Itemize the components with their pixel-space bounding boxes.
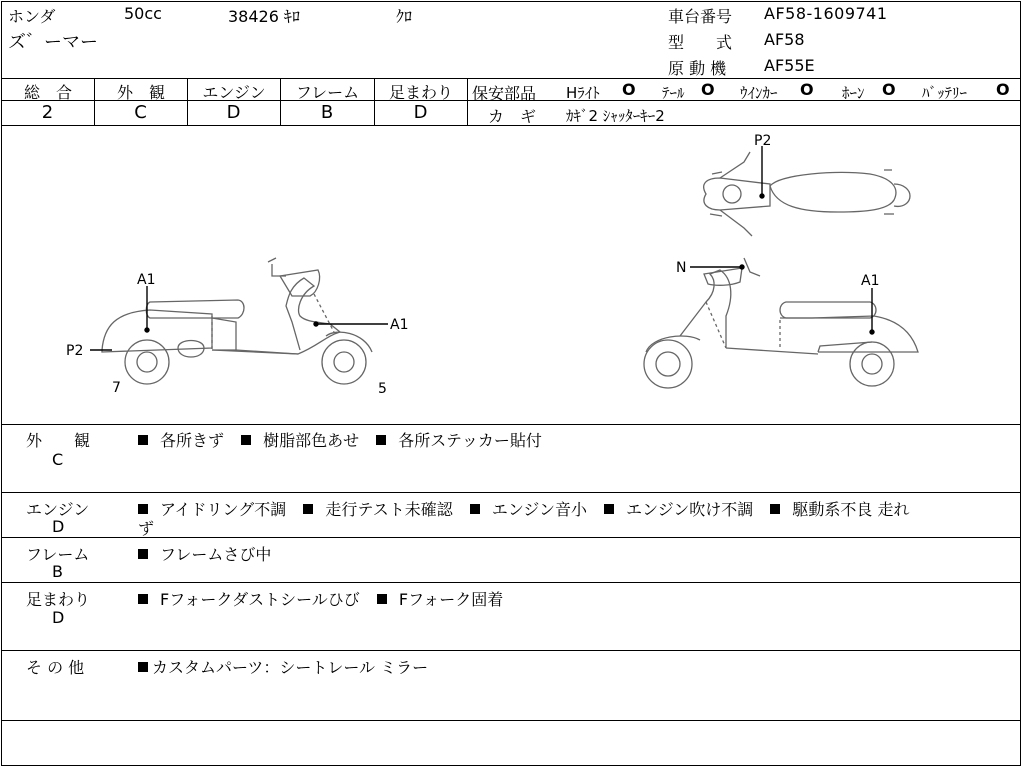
type-value: AF58 [764,30,805,49]
note-item: 各所ステッカー貼付 [398,431,542,450]
label-seven: 7 [112,380,121,396]
grade-label-suspension: 足まわり [388,83,453,102]
frame-no-label: 車台番号 [668,7,733,26]
safety-mark-headlight: O [622,80,636,99]
section-items-engine-wrap: ず [138,519,155,538]
bullet-square [470,504,480,514]
bullet-square [138,594,148,604]
mileage: 38426 ｷﾛ [228,7,300,26]
model-name: ズ゛ーマー [8,32,98,53]
safety-mark-horn: O [882,80,896,99]
divider-sections-top [1,424,1021,425]
grade-value-exterior: C [134,102,148,123]
note-item: エンジン吹け不調 [626,500,754,519]
note-item: 樹脂部色あせ [263,431,360,450]
note-item: フレームさび中 [160,545,272,564]
label-a1-side: A1 [390,317,409,333]
bullet-square [770,504,780,514]
key-value: ｶｷﾞ2 ｼｬｯﾀｰｷｰ2 [566,107,665,125]
grade-label-engine: エンジン [202,83,266,102]
section-label-other: そ の 他 [26,658,85,677]
label-n: N [676,260,687,276]
section-grade-exterior: C [52,450,64,469]
bullet-square [138,504,148,514]
bullet-square [604,504,614,514]
safety-mark-tail: O [701,80,715,99]
section-grade-suspension: D [52,608,65,627]
note-item: エンジン音小 [491,500,588,519]
bullet-square [138,435,148,445]
bullet-square [376,435,386,445]
engine-value: AF55E [764,56,815,75]
grade-label-overall: 総 合 [23,83,72,102]
marker-dot-a1-right [870,330,874,334]
divider-grade-top [1,78,1021,79]
safety-mark-battery: O [996,80,1010,99]
color: ｸﾛ [396,7,413,26]
note-item: 駆動系不良 走れ [792,500,910,519]
divider-section-4 [1,650,1021,651]
divider-section-1 [1,492,1021,493]
note-item: カスタムパーツ：シートレール ミラー [152,658,429,677]
label-a1-top: A1 [137,272,156,288]
label-p2-left: P2 [66,343,84,359]
grade-value-overall: 2 [41,102,55,123]
safety-item-tail: ﾃｰﾙ [662,84,685,102]
displacement: 50cc [124,4,162,23]
divider-section-3 [1,582,1021,583]
damage-diagram [0,126,1024,426]
type-label: 型 式 [668,33,733,52]
label-p2-top: P2 [754,133,772,149]
marker-dot-p2-top [760,194,764,198]
note-item: Fフォークダストシールひび [160,590,360,609]
note-item: 走行テスト未確認 [325,500,453,519]
top-view-scooter-drawing [704,152,910,236]
section-label-suspension: 足まわり [26,590,91,609]
maker: ホンダ [8,7,56,26]
bullet-square [303,504,313,514]
grade-label-frame: フレーム [295,83,360,102]
safety-label: 保安部品 [472,84,537,103]
note-item: アイドリング不調 [160,500,287,519]
divider-sections-bottom [1,720,1021,721]
key-label: カ ギ [488,107,537,126]
marker-dot-a1-side [314,322,318,326]
frame-no-value: AF58-1609741 [764,4,888,23]
grade-col-sep-5 [467,78,468,125]
section-label-engine: エンジン [26,500,90,519]
bullet-square [241,435,251,445]
safety-item-horn: ﾎｰﾝ [842,84,865,102]
label-a1-right: A1 [861,273,880,289]
safety-item-battery: ﾊﾞｯﾃﾘｰ [922,84,968,102]
marker-dot-n [740,265,744,269]
engine-label: 原 動 機 [668,59,727,78]
section-label-frame: フレーム [26,545,90,564]
marker-dot-a1-top [145,328,149,332]
safety-item-winker: ｳｲﾝｶｰ [740,84,778,102]
section-items-frame [138,542,271,565]
section-items-suspension [138,587,503,610]
label-five: 5 [378,381,387,397]
grade-label-exterior: 外 観 [116,83,165,102]
damage-markers [90,146,874,350]
section-grade-engine: D [52,517,65,536]
section-label-exterior: 外 観 [26,431,91,450]
note-item: 各所きず [160,431,225,450]
bullet-square [138,662,148,672]
bullet-square [138,549,148,559]
grade-value-engine: D [226,102,242,123]
note-item: Fフォーク固着 [398,590,504,609]
safety-item-headlight: Hﾗｲﾄ [566,84,600,102]
bullet-square [377,594,387,604]
grade-value-frame: B [320,102,335,123]
section-items-engine [138,497,910,520]
section-items-exterior [138,428,542,451]
safety-mark-winker: O [800,80,814,99]
section-grade-frame: B [52,562,63,581]
grade-value-suspension: D [413,102,429,123]
section-items-other [138,655,428,678]
